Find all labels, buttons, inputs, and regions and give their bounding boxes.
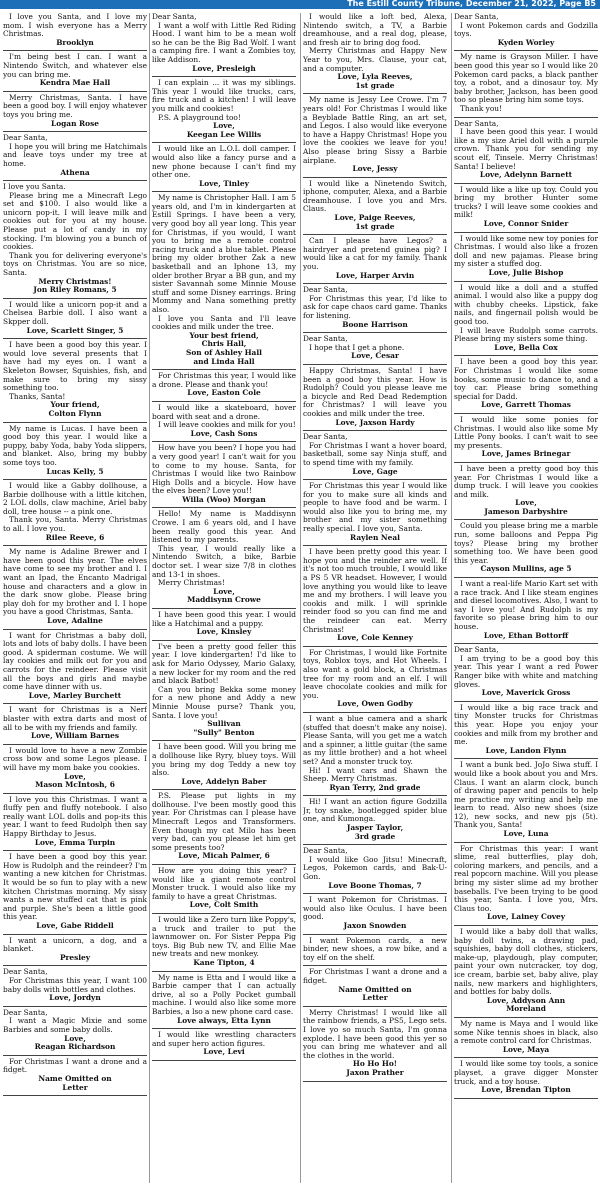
santa-letter <box>152 508 296 609</box>
letter-signature: Love, Jordyn <box>49 993 101 1003</box>
letter-text: For Christmas this year I would like for you to make sure all kinds and people to have food and be warm. I would also like you to bring me, my brother and my sister something really special. I love you, Santa. <box>303 481 447 534</box>
santa-letter <box>303 1007 447 1082</box>
santa-letter <box>454 926 598 1018</box>
santa-letter <box>152 865 296 914</box>
letter-text: I have been a good boy this year. For Christmas I would like some books, some music to dance to, and a toy car. Please bring something special for Dadd. <box>454 357 598 401</box>
letter-text: I would like a big race track and tiny Monster trucks for Christmas this year. Hope you enjoy your cookies and milk from my brother and me. <box>454 702 598 747</box>
letter-text: For Christmas this year, I would like a drone. Please and thank you! <box>152 371 296 389</box>
letter-text: I'm being best I can. I want a Nintendo Switch, and whatever else you can bring me. <box>3 52 147 79</box>
letter-text: Dear Santa, <box>3 967 48 977</box>
letter-text: Merry Christmas, Santa. I have been a good boy. I will enjoy whatever toys you bring me. <box>3 92 147 119</box>
letter-text: I would love to have a new Zombie cross bow and some Legos please. I will have my mom bake you cookies. <box>3 745 147 772</box>
letter-text: My name is Etta and I would like a Barbie camper that I can actually drive, al so a Polly Pocket gumball machine. I would also like some more Barbies, a lso a new phone card case. <box>152 972 296 1016</box>
letter-text: How have you been? I hope you had a very good year! I can't wait for you to come to my house. Santa, for Christmas I would like two Rainbow High Dolls and a bicycle. How have the elves been? Love you!! <box>152 443 296 496</box>
page-header-band <box>0 0 600 9</box>
letter-signature: Cayson Mullins, age 5 <box>480 564 572 574</box>
letter-signature: 3rd grade <box>354 831 396 841</box>
letter-text: Dear Santa, <box>303 334 348 344</box>
santa-letter <box>454 759 598 842</box>
letter-text: I would like a baby doll that walks, baby doll twins, a drawing pad, squishies, baby doll clothes, stickers, make-up, playdough, play computer, paint your own nutcracker, toy dog, ice cream, barbie set, baby alive, play nails, new markers and highlighters, and bottles for baby dolls. <box>454 927 598 997</box>
santa-letter <box>152 13 296 77</box>
letter-text: Merry Christmas! I would like all the rainbow friends, a PS5, Lego sets. I love yo so much Santa, I'm gonna explode. I have been good this yer so you can bring me whatever and all the clothes in the world. <box>303 1007 447 1060</box>
letter-signature: Lucas Kelly, 5 <box>46 466 104 476</box>
letter-text: I would like a Gabby dollhouse, a Barbie dollhouse with a little kitchen, 2 LOL dolls, claw machine, Ariel baby doll, tree house -- a pink one. <box>3 481 147 516</box>
santa-letter <box>454 843 598 926</box>
santa-letter <box>152 914 296 972</box>
letter-text: Happy Christmas, Santa! I have been a good boy this year. How is Rudolph? Could you please leave me a bicycle and Red Dead Redemption for Christmas? I will leave you cookies and milk under the tree. <box>303 365 447 418</box>
letter-text: For Christmas I want a hover board, basketball, some say Ninja stuff, and to spend time with my family. <box>303 440 447 467</box>
santa-letter <box>152 609 296 641</box>
letter-signature: Merry Christmas! <box>38 276 112 286</box>
letter-text: I want Pokemon for Christmas. I would also like Oculus. I have been good. <box>303 895 447 922</box>
letter-signature: Brooklyn <box>56 37 94 47</box>
letter-signature: Love, Adelynn Barnett <box>479 170 573 180</box>
letter-text: For Christmas this year, I want 100 baby dolls with bottles and clothes. <box>3 975 147 994</box>
letter-signature: Son of Ashley Hall <box>186 347 262 357</box>
letter-text: Dear Santa, <box>3 133 48 143</box>
letter-text: Merry Christmas! <box>158 578 225 588</box>
letter-text: I wont Pokemon cards and Godzilla toys. <box>454 20 598 39</box>
letter-signature: Ho Ho Ho! <box>352 1059 398 1069</box>
santa-letter <box>152 641 296 742</box>
letter-signature: Jaxon Snowden <box>343 921 407 930</box>
column-2 <box>152 13 296 1183</box>
letter-signature: Jon Riley Romans, 5 <box>33 285 117 295</box>
letter-text: Hi! I want cars and Shawn the Sheep. Merry Christmas. <box>303 765 447 784</box>
letter-signature: Love, <box>213 121 235 131</box>
letter-text: I have been good this year. I would like a Hatchimal and a puppy. <box>152 610 296 628</box>
santa-letter <box>3 794 147 852</box>
letter-signature: Boone Harrison <box>342 319 408 329</box>
column-rule <box>300 13 301 1183</box>
santa-letter <box>303 713 447 796</box>
letter-signature: Jameson Darbyshire <box>484 506 568 516</box>
santa-letter <box>3 935 147 967</box>
letter-signature: Jasper Taylor, <box>346 823 404 833</box>
letter-signature: and Linda Hall <box>193 356 255 366</box>
letter-text: I want a real-life Mario Kart set with a race track. And I like steam engines and diesel locomotives. Also, I want to say I love you! And Rudolph is my favorite so please bring him to our house. <box>454 579 598 631</box>
letter-text: I have been good. Will you bring me a dollhouse like Ryry, bluey toys. Will you bring my dog Teddy a new toy also. <box>152 742 296 778</box>
santa-letter <box>454 1018 598 1058</box>
letter-text: I hope you will bring me Hatchimals and leave toys under my tree at home. <box>3 141 147 168</box>
santa-letter <box>454 414 598 463</box>
column-1 <box>3 13 147 1183</box>
santa-letter <box>454 702 598 760</box>
santa-letter <box>303 284 447 333</box>
letter-text: My name is Jessy Lee Crowe. I'm 7 years old! For Christmas I would like a Beyblade Battle Ring, an art set, and Legos. I also would like everyone to have a Happy Christmas! Hope you love the cookies we leave for you! Also please bring Sissy a Barbie airplane. <box>303 95 447 165</box>
letter-text: Thank you, Santa. Merry Christmas to all. I love you. <box>3 515 147 534</box>
letter-signature: Maddisynn Crowe <box>187 595 261 605</box>
santa-letter <box>454 118 598 184</box>
santa-letter <box>303 13 447 94</box>
letter-signature: Love, <box>64 771 86 781</box>
santa-letter <box>152 143 296 192</box>
letter-signature: Love, Lainey Covey <box>486 912 566 922</box>
letter-text: I would like a skateboard, hover board with seat and a drone. <box>152 402 296 421</box>
letter-signature: Ryan Terry, 2nd grade <box>329 782 421 792</box>
santa-letter <box>3 480 147 546</box>
santa-letter <box>3 13 147 51</box>
santa-letter <box>454 463 598 521</box>
letter-text: I would like some ponies for Christmas. I would also like some My Little Pony books. I can't wait to see my presents. <box>454 414 598 450</box>
santa-letter <box>3 1007 147 1056</box>
letter-signature: Love, Bella Cox <box>494 342 558 352</box>
letter-text: My name is Lucas. I have been a good boy this year. I would like a puppy, baby Yoda, baby Yoda slippers, and blanket. Also, bring my bubby some toys too. <box>3 423 147 467</box>
santa-letter <box>303 894 447 934</box>
letter-signature: Love Boone Thomas, 7 <box>328 880 422 890</box>
letter-text: Dear Santa, <box>303 846 348 856</box>
letter-signature: Chris Hall, <box>201 339 247 349</box>
letter-signature: Love always, Etta Lynn <box>177 1015 271 1025</box>
letter-text: Hi! I want an action figure Godzilla Jr, toy snake, bootlegged spider blue one, and Kumonga. <box>303 797 447 824</box>
column-rule <box>149 13 150 1183</box>
santa-letter <box>152 77 296 143</box>
letter-text: I would like a loft bed, Alexa, Nintendo switch, a TV, a Barbie dreamhouse, and a real dog, please, and fresh air to bring dog food. <box>303 13 447 47</box>
column-rule <box>451 13 452 1183</box>
letter-signature: Love, Cash Sons <box>190 428 258 438</box>
santa-letter <box>454 233 598 282</box>
letter-signature: Letter <box>362 993 388 1003</box>
letter-text: I would like some new toy ponies for Christmas. I would also like a frozen doll and new pajamas. Please bring my sister a stuffed dog. <box>454 233 598 269</box>
santa-letter <box>3 299 147 339</box>
letter-text: This year, I would really like a Nintendo Switch, a bike, Barbie doctor set. I wear size 7/8 in clothes and 13-1 in shoes. <box>152 543 296 579</box>
letter-signature: Love, Presleigh <box>192 63 256 73</box>
letter-signature: Love, Landon Flynn <box>485 745 567 755</box>
santa-letter <box>152 972 296 1030</box>
letter-signature: Love, Harper Arvin <box>335 270 415 280</box>
letter-text: Dear Santa, <box>3 1007 48 1017</box>
letter-signature: Kendra Mae Hall <box>39 78 111 88</box>
santa-letter <box>3 423 147 481</box>
letter-text: Dear Santa, <box>454 118 499 128</box>
letter-text: Dear Santa, <box>303 432 348 442</box>
letter-text: I have been a good boy this year. I would love several presents that I have had my eyes on. I want a Skeleton Bowser, Squishies, fish, and make sure to bring my sissy something too. <box>3 340 147 393</box>
letter-signature: Kyden Worley <box>497 37 555 47</box>
letter-text: I love you Santa. <box>3 182 66 192</box>
letter-signature: Love, Gabe Riddell <box>36 921 114 930</box>
letter-text: P.S. A playground too! <box>158 112 241 122</box>
santa-letter <box>303 333 447 365</box>
letter-text: For Christmas I want a drone and a fidget. <box>3 1056 147 1075</box>
letter-signature: Love, Maverick Gross <box>481 688 571 698</box>
letter-signature: Jaxon Prather <box>346 1067 404 1077</box>
santa-letter <box>454 13 598 51</box>
letter-text: For Christmas, I would like Fortnite toys, Roblox toys, and Hot Wheels. I also want a gold block, a Christmas tree for my room and an elf. I will leave chocolate cookies and milk for you. <box>303 647 447 700</box>
santa-letter <box>303 431 447 480</box>
letter-signature: Sullivan <box>207 719 241 729</box>
letter-signature: Athena <box>60 167 90 177</box>
santa-letter <box>152 192 296 370</box>
letter-text: Dear Santa, <box>303 285 348 295</box>
letter-text: I love you Santa and I'll leave cookies and milk under the tree. <box>152 313 296 332</box>
letter-signature: Love, Garrett Thomas <box>481 400 571 410</box>
letter-text: My name is Christopher Hall. I am 5 years old, and I'm in kindergarten at Estill Springs. I have been a very, very good boy all year long. This year for Christmas, if you would, I want you to bring me a remote control racing truck and a blue tablet. Please bring my older brother Zak a new basketball and an Iphone 13, my older brother Bryar a BB gun, and my sister Savannah some Minnie Mouse stuff and some Disney earrings. Bring Mommy and Nana something pretty also. <box>152 193 296 314</box>
letter-signature: Love, Gage <box>352 466 398 476</box>
letter-signature: Reagan Richardson <box>34 1042 116 1052</box>
santa-letter <box>152 741 296 790</box>
santa-letter <box>303 546 447 647</box>
letter-text: I love you this Christmas. I want a fluffy pen and fluffy notebook. I also really want LOL dolls and pop-its this year. I want to feed Rudolph then say Happy Birthday to Jesus. <box>3 794 147 839</box>
santa-letter <box>152 442 296 508</box>
letter-text: Dear Santa, <box>454 645 499 655</box>
letter-text: I will leave cookies and milk for you! <box>158 420 296 430</box>
letter-signature: Love, Owen Godby <box>337 699 413 709</box>
letter-signature: Love, Addyson Ann <box>486 995 566 1005</box>
letter-signature: Name Omitted on <box>338 984 412 994</box>
letter-text: P.S. Please put lights in my dollhouse. I've been mostly good this year. For Christmas can I please have Minecraft Legos and Transformers. Even though my cat Milo has been very bad, can you please let him get some presents too? <box>152 791 296 852</box>
santa-letter <box>303 365 447 431</box>
santa-letter <box>152 790 296 865</box>
santa-letter <box>3 51 147 91</box>
santa-letter <box>454 282 598 357</box>
santa-letter <box>3 966 147 1006</box>
letter-text: Can you bring Bekka some money for a new phone and Addy a new Minnie Mouse purse? Thank you, Santa. I love you! <box>152 684 296 720</box>
letter-signature: Love, Scarlett Singer, 5 <box>26 325 124 335</box>
santa-letter <box>303 647 447 713</box>
letter-signature: Love, Cesar <box>351 351 399 361</box>
column-3 <box>303 13 447 1183</box>
letter-signature: Love, Jessy <box>352 164 398 174</box>
letter-text: I love you Santa, and I love my mom. I wish everyone has a Merry Christmas. <box>3 13 147 39</box>
letter-signature: Love, Easton Cole <box>187 388 261 398</box>
column-4 <box>454 13 598 1183</box>
santa-letter <box>303 796 447 845</box>
letter-signature: Love, Kinsley <box>196 627 252 637</box>
letter-text: I have been good this year. I would like a my size Ariel doll with a purple crown. Thank you for sending my scout elf, Tinsele. Merry Christmas! Santa! I believe! <box>454 127 598 171</box>
letter-signature: Love, <box>515 498 537 508</box>
letter-text: I would like a Ninetendo Switch, iphone, computer, Alexa, and a Barbie dreamhouse. I love you and Mrs. Claus. <box>303 178 447 214</box>
santa-letter <box>3 745 147 794</box>
letter-signature: Logan Rose <box>51 118 99 128</box>
letter-text: Thank you for delivering everyone's toys on Christmas. You are so nice, Santa. <box>3 250 147 278</box>
letter-signature: Love, Marley Burchett <box>28 690 122 700</box>
letter-text: Can I please have Legos? a hairdryer and pretend guinea pig? I would like a cat for my family. Thank you. <box>303 236 447 272</box>
letter-signature: Love, Paige Reeves, <box>334 213 416 223</box>
santa-letter <box>303 935 447 967</box>
letter-text: Hello! My name is Maddisynn Crowe. I am 6 years old, and I have been really good this year. And listened to my parents. <box>152 509 296 545</box>
letter-signature: Moreland <box>506 1004 546 1014</box>
letter-text: My name is Grayson Miller. I have been good this year so I would like 20 Pokemon card packs, a black panther toy, a robot, and a dinosaur toy. My baby brother, Jackson, has been good too so please bring him some toys. <box>454 52 598 105</box>
letter-signature: Rilee Reeve, 6 <box>45 532 105 542</box>
letter-signature: Love, William Barnes <box>30 731 120 741</box>
letter-signature: Letter <box>62 1082 88 1092</box>
letter-signature: Love, Luna <box>503 829 549 839</box>
santa-letter <box>303 480 447 546</box>
letter-signature: Love, Jaxson Hardy <box>335 417 415 427</box>
letter-signature: Love, Maya <box>502 1044 550 1054</box>
santa-letter <box>3 630 147 705</box>
letter-text: Thanks, Santa! <box>9 391 66 401</box>
letter-signature: Love, Levi <box>203 1047 245 1057</box>
letter-text: I can explain ... it was my siblings. This year I would like trucks, cars, fire truck and a kitchen! I will leave you milk and cookies! <box>152 78 296 113</box>
letter-text: My name is Adaline Brewer and I have been good this year. The elves have come to see my brother and I. I want an Ipad, the Encanto Madrigal house and characters and a glow in the dark snow globe. Please bring play doh for my brother and I. I hope you have a good Christmas, Santa. <box>3 547 147 617</box>
letter-signature: Love, Ethan Bottorff <box>483 630 569 640</box>
santa-letter <box>303 235 447 284</box>
santa-letter <box>454 578 598 644</box>
letter-signature: Love, Addelyn Baber <box>181 776 267 786</box>
letter-text: I want for Christmas is a Nerf blaster with extra darts and most of all to be with my friends and family. <box>3 705 147 732</box>
letter-text: I would like a Zero turn like Poppy's, a truck and trailer to put the lawnmower on. For Sister Peppa Pig toys. Big Bub new TV, and Ellie Mae new treats and new monkey. <box>152 915 296 959</box>
letter-signature: Your best friend, <box>189 330 259 340</box>
santa-letter <box>454 356 598 414</box>
letter-signature: Love, James Brinegar <box>481 449 571 459</box>
santa-letter <box>3 704 147 744</box>
letter-text: Thank you! <box>460 103 503 113</box>
letter-signature: Keegan Lee Willis <box>186 129 262 139</box>
santa-letter <box>454 184 598 233</box>
letter-signature: Love, Lyla Reeves, <box>337 72 413 82</box>
letter-text: My name is Maya and I would like some Nike tennis shoes in black, also a remote control card for Christmas. <box>454 1018 598 1046</box>
santa-letter <box>3 92 147 132</box>
letter-signature: Mason McIntosh, 6 <box>35 780 115 790</box>
letter-signature: 1st grade <box>355 221 395 231</box>
letter-text: I would like some toy tools, a sonice playset, a grave digger Monster truck, and a toy house. <box>454 1059 598 1086</box>
letter-signature: Love, Julie Bishop <box>488 268 564 278</box>
letter-signature: Love, Adaline <box>47 616 103 625</box>
letter-text: I hope that I get a phone. <box>309 342 405 352</box>
santa-letter <box>303 966 447 1006</box>
letter-signature: Colton Flynn <box>48 408 102 418</box>
letter-signature: Willa (Woo) Morgan <box>182 494 266 504</box>
santa-letter <box>454 1058 598 1098</box>
letter-signature: Love, Brendan Tipton <box>481 1085 571 1095</box>
letter-text: Could you please bring me a marble run, some balloons and Peppa Pig toys? Please bring my brother something too. We have been good this year. <box>454 521 598 565</box>
letter-text: I would like an L.O.L doll camper. I would also like a fancy purse and a new phone because I can't find my other one. <box>152 144 296 180</box>
letter-text: I want a Magic Mixie and some Barbies and some baby dolls. <box>3 1016 147 1034</box>
letter-text: How are you doing this year? I would like a giant remote control Monster truck. I would also like my family to have a great Christmas. <box>152 866 296 901</box>
letter-text: I would like Goo Jitsu! Minecraft, Legos, Pokemon cards, and Bak-U-Gon. <box>303 854 447 882</box>
letter-signature: Love, Cole Kenney <box>337 633 413 643</box>
letter-signature: Love, Connor Snider <box>483 219 569 229</box>
letter-text: I have been a pretty good boy this year. For Christmas I would like a dump truck. I will leave you cookies and milk. <box>454 463 598 499</box>
letter-text: I've been a pretty good feller this year. I love kindergarten! I'd like to ask for Mario Odyssey, Mario Galaxy, a new locker for my room and the red and black Batbot! <box>152 641 296 686</box>
santa-letter <box>3 1056 147 1096</box>
letter-text: I would like wrestling characters and super hero action figures. <box>152 1030 296 1048</box>
letter-text: I have been a good boy this year. How is Rudolph and the reindeer? I'm wanting a new kitchen for Christmas. It would be so fun to play with a new kitchen Christmas morning. My sissy wants a new stuffed cat that is pink and purple. She's been a little good this year. <box>3 852 147 922</box>
santa-letter <box>454 644 598 702</box>
letter-text: For Christmas I want a drone and a fidget. <box>303 967 447 985</box>
santa-letter <box>3 181 147 299</box>
santa-letter <box>3 851 147 934</box>
letter-signature: "Sully" Benton <box>193 727 255 737</box>
letter-text: Dear Santa, <box>454 13 499 21</box>
letter-signature: Love, Micah Palmer, 6 <box>178 851 270 861</box>
letter-text: Dear Santa, <box>152 13 197 21</box>
santa-letter <box>152 1029 296 1061</box>
santa-letter <box>152 370 296 402</box>
letter-text: I would like a like up toy. Could you bring my brother Hunter some trucks? I will leave some cookies and milk! <box>454 184 598 220</box>
letter-signature: Love, Emma Turpin <box>34 837 116 847</box>
letter-text: I would like a unicorn pop-it and a Chelsea Barbie doll. I also want a Skpper doll. <box>3 299 147 326</box>
letter-text: Please bring me a Minecraft Lego set and $100. I also would like a unicorn pop-it. I will leave milk and cookies out for you at my house. Please put a lot of candy in my stocking. I'm blowing you a bunch of cookies. <box>3 190 147 252</box>
letter-signature: Love, <box>64 1033 86 1043</box>
santa-letter <box>3 132 147 181</box>
letter-text: I would like a doll and a stuffed animal. I would also like a puppy dog with chubby cheeks. Lipstick, fake nails, and fingernail polish would be good too. <box>454 282 598 326</box>
letter-text: I am trying to be a good boy this year. This year I want a red Power Ranger bike with white and matching gloves. <box>454 653 598 689</box>
letter-text: I want a unicorn, a dog, and a blanket. <box>3 935 147 954</box>
letter-text: For Christmas this year: I want slime, real butterflies, play doh, coloring markers, and pencils, and a real popcorn machine. Will you please bring my sister slime ad my brother baseballs. I've been trying to be good this year, Santa. I love you, Mrs. Claus too. <box>454 843 598 913</box>
letter-signature: Love, Tinley <box>199 178 249 188</box>
letter-text: I want a bunk bed. JoJo Siwa stuff. I would like a book about you and Mrs. Claus. I want an alarm clock, bunch of drawing paper and pencils to help me practice my writing and help me learn to read. Also new shoes (size 12), new socks, and new pjs (5t). Thank you, Santa! <box>454 760 598 830</box>
santa-letter <box>454 520 598 578</box>
santa-letter <box>3 546 147 629</box>
letter-signature: 1st grade <box>355 80 395 90</box>
letter-text: I want Pokemon cards, a new binder, new shoes, a row bike, and a toy elf on the shelf. <box>303 935 447 962</box>
santa-letter <box>3 339 147 422</box>
letter-signature: Presley <box>59 952 91 962</box>
letter-text: I have been pretty good this year. I hope you and the reinder are well. If it's not too much trouble, I would like a PS 5 VR headset. However, I would love anything you would like to leave me and my brothers. I will leave you cookis and milk. I will sprinkle reinder food so you can find me and the reindeer can eat. Merry Christmas! <box>303 547 447 634</box>
letter-text: I want a blue camera and a shark (stuffed that doesn't make any noise). Please Santa, will you get me a watch and a spinner, a little guitar (the same as my little brother) and a hot wheel set? And a monster truck toy. <box>303 713 447 766</box>
santa-letter <box>303 94 447 177</box>
letter-signature: Love, Colt Smith <box>189 900 259 910</box>
santa-letter <box>303 845 447 894</box>
santa-letter <box>303 178 447 236</box>
letter-text: Merry Christmas and Happy New Year to you, Mrs. Clause, your cat, and a computer. <box>303 46 447 73</box>
letter-signature: Love, <box>213 586 235 596</box>
letter-signature: Raylen Neal <box>350 532 400 542</box>
letter-text: I will leave Rudolph some carrots. Please bring my sisters some thing. <box>454 325 598 344</box>
letter-text: I want a wolf with Little Red Riding Hood. I want him to be a mean wolf so he can be the Big Bad Wolf. I want a camping fire. I want a Zombies toy, like Addison. <box>152 20 296 64</box>
letter-signature: Name Omitted on <box>38 1073 112 1083</box>
letter-text: For Christmas this year, I'd like to ask for cape chaos card game. Thanks for listening. <box>303 293 447 320</box>
page-header: The Estill County Tribune, December 21, 2022, Page B5 <box>347 0 596 8</box>
santa-letter <box>152 402 296 442</box>
santa-letter <box>454 51 598 117</box>
letter-signature: Your friend, <box>50 400 100 410</box>
letter-signature: Kane Tipton, 4 <box>193 957 255 967</box>
letter-text: I want for Christmas a baby doll, lots and lots of baby dolls. I have been good. A spiderman costume. We will lay cookies and milk out for you and carrots for the reindeer. Please visit all the boys and girls and maybe come have dinner with us. <box>3 630 147 692</box>
